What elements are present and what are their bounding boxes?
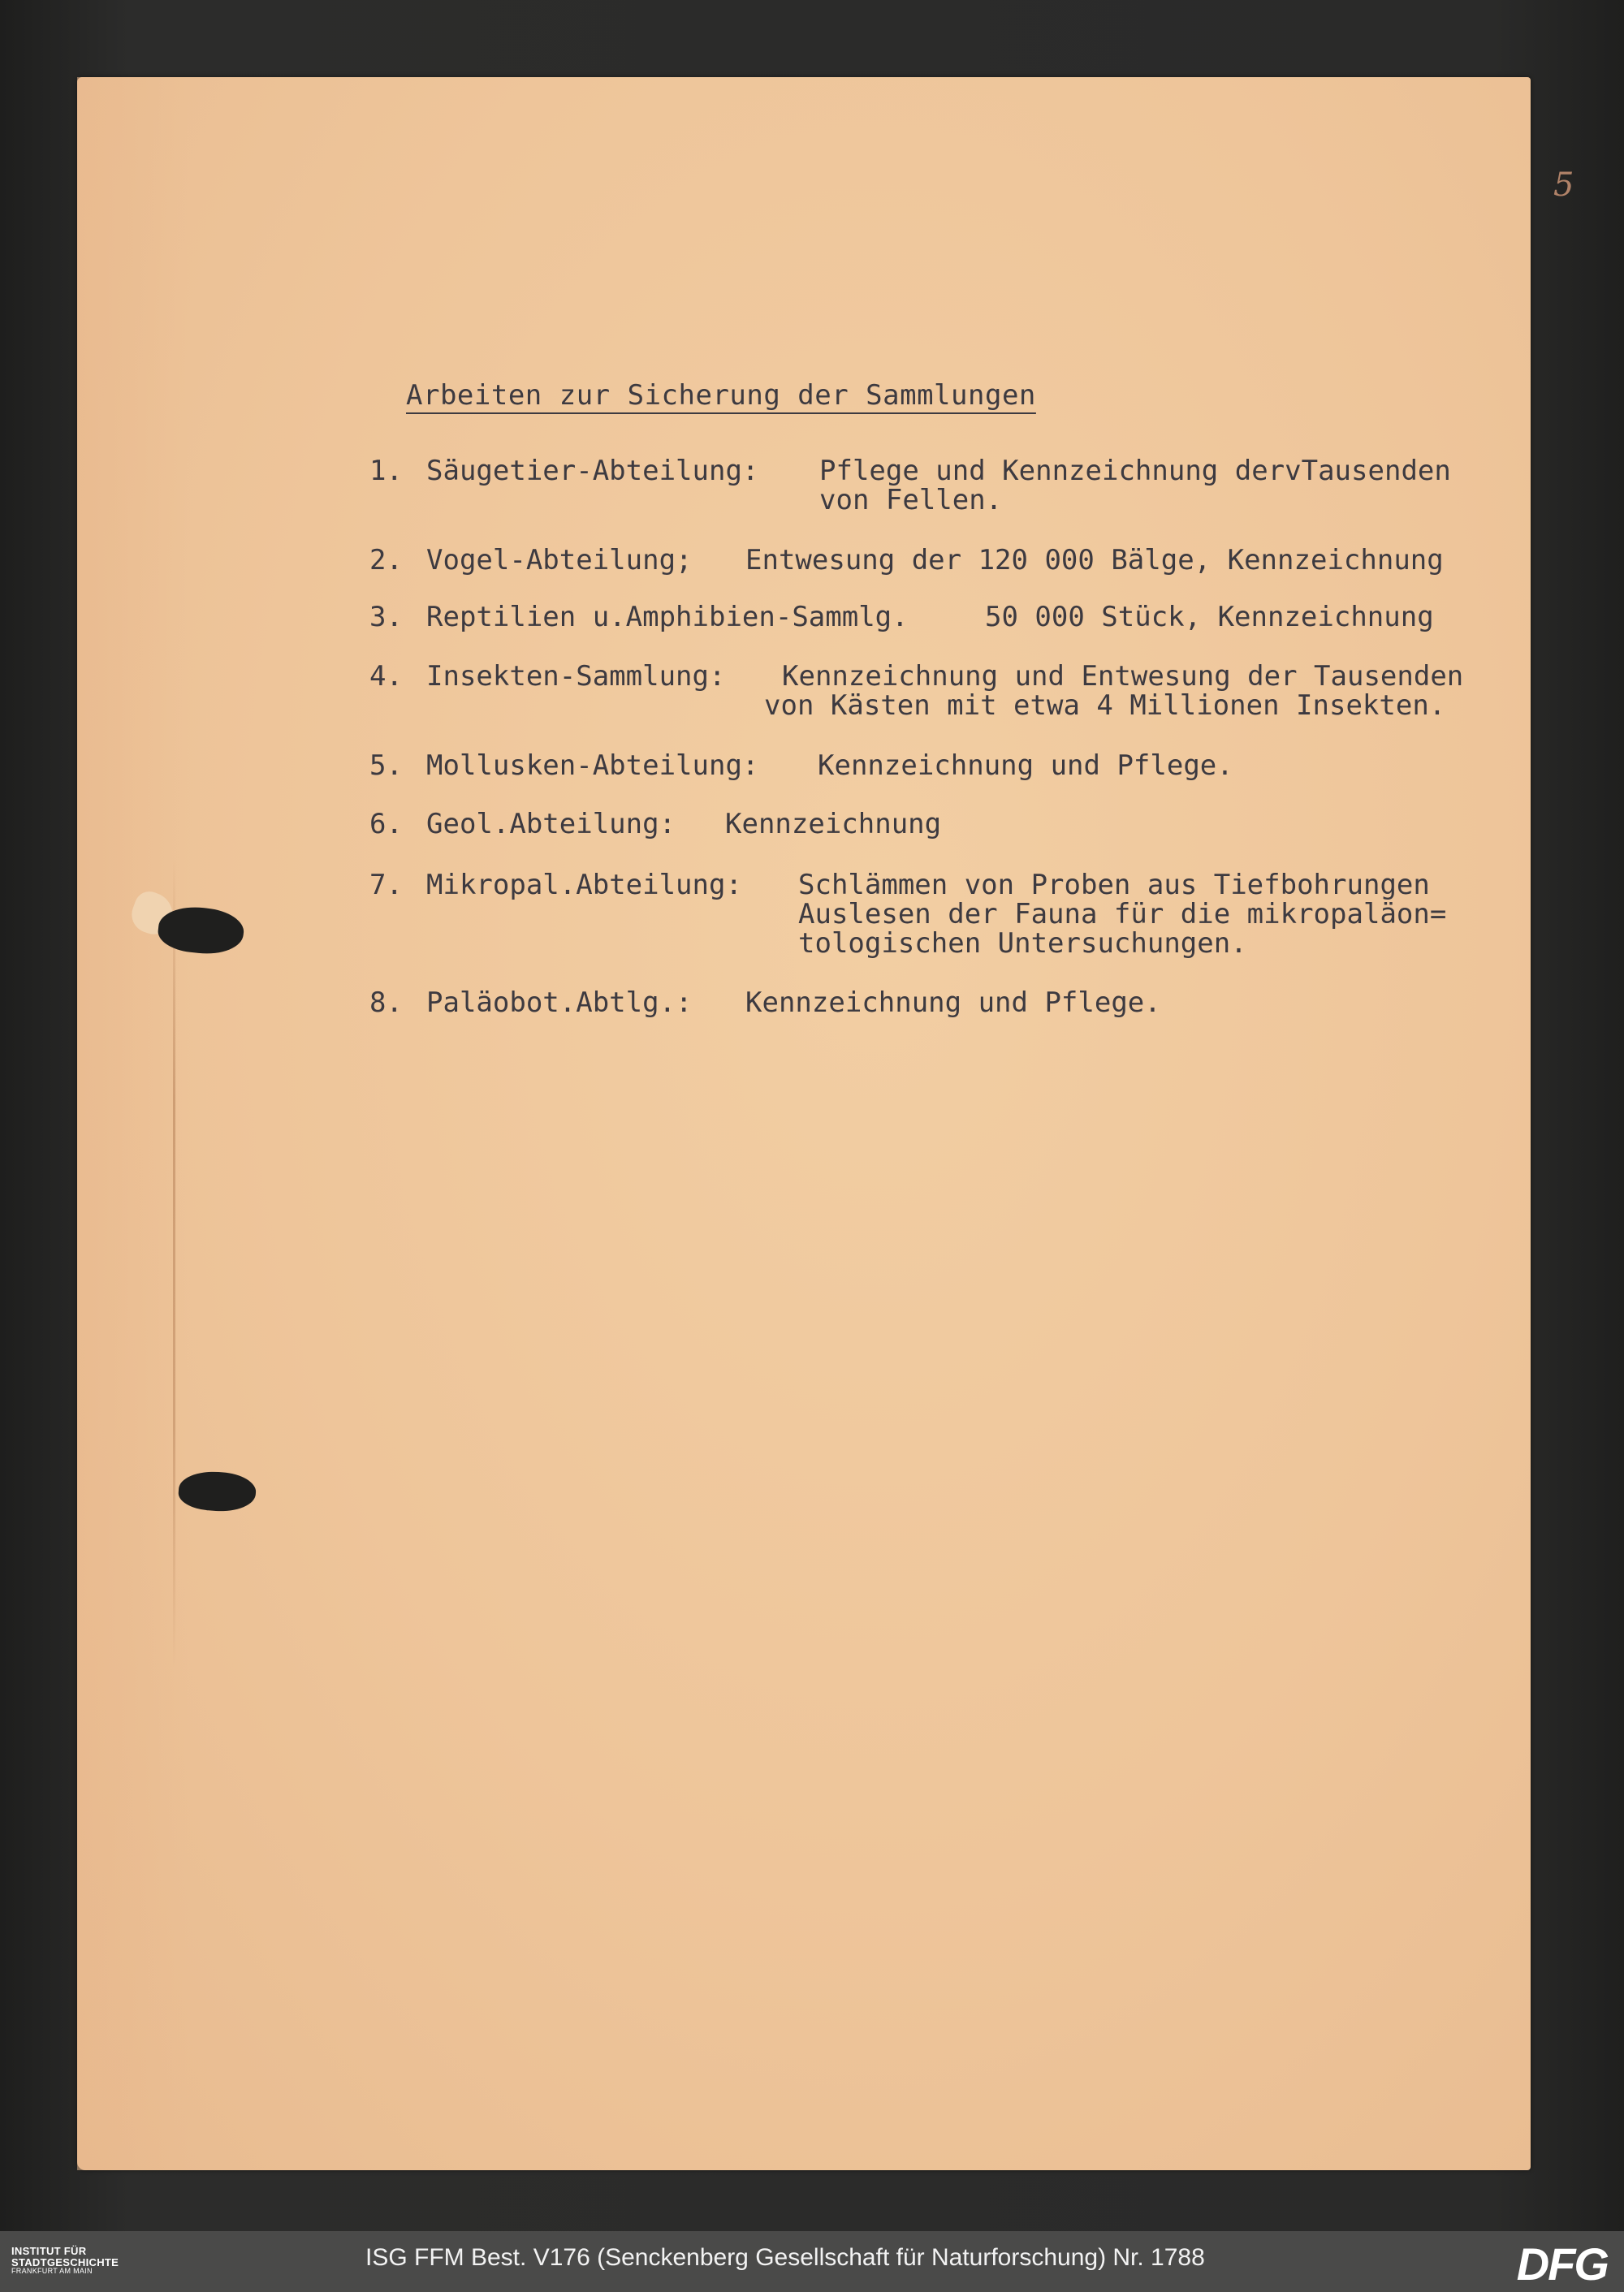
item-label: Reptilien u.Amphibien-Sammlg. bbox=[426, 601, 909, 633]
institute-logo bbox=[11, 2246, 141, 2276]
item-label: Insekten-Sammlung: bbox=[426, 660, 726, 693]
item-label: Säugetier-Abteilung: bbox=[426, 455, 759, 487]
item-label: Mollusken-Abteilung: bbox=[426, 749, 759, 782]
document-title: Arbeiten zur Sicherung der Sammlungen bbox=[406, 379, 1036, 412]
punch-hole-top bbox=[156, 904, 245, 958]
item-number: 6. bbox=[369, 808, 403, 840]
institute-name-line2: STADTGESCHICHTE bbox=[11, 2255, 119, 2268]
item-text: tologischen Untersuchungen. bbox=[798, 927, 1247, 960]
item-label: Geol.Abteilung: bbox=[426, 808, 676, 840]
item-number: 2. bbox=[369, 544, 403, 576]
item-text: Kennzeichnung und Entwesung der Tausenden bbox=[782, 660, 1464, 693]
item-text: Auslesen der Fauna für die mikropaläon= bbox=[798, 898, 1447, 930]
item-number: 4. bbox=[369, 660, 403, 693]
item-text: Kennzeichnung und Pflege. bbox=[745, 986, 1161, 1019]
item-text: Kennzeichnung und Pflege. bbox=[818, 749, 1233, 782]
item-label: Paläobot.Abtlg.: bbox=[426, 986, 693, 1019]
handwritten-page-number: 5 bbox=[1553, 166, 1574, 204]
archive-caption: ISG FFM Best. V176 (Senckenberg Gesellschaft für Naturforschung) Nr. 1788 bbox=[365, 2244, 1205, 2271]
item-text: Pflege und Kennzeichnung dervTausenden bbox=[819, 455, 1451, 487]
item-text: 50 000 Stück, Kennzeichnung bbox=[985, 601, 1434, 633]
item-text: Kennzeichnung bbox=[725, 808, 942, 840]
item-text: Entwesung der 120 000 Bälge, Kennzeichnung bbox=[745, 544, 1444, 576]
item-number: 1. bbox=[369, 455, 403, 487]
dfg-logo: DFG bbox=[1516, 2238, 1608, 2290]
item-text: Schlämmen von Proben aus Tiefbohrungen bbox=[798, 869, 1430, 901]
punch-hole-bottom bbox=[177, 1470, 257, 1514]
archive-footer bbox=[0, 2231, 1624, 2292]
item-text: von Fellen. bbox=[819, 484, 1003, 516]
item-number: 5. bbox=[369, 749, 403, 782]
item-text: von Kästen mit etwa 4 Millionen Insekten. bbox=[764, 689, 1446, 722]
item-label: Vogel-Abteilung; bbox=[426, 544, 693, 576]
institute-name-line1: INSTITUT FÜR bbox=[11, 2245, 87, 2257]
item-number: 3. bbox=[369, 601, 403, 633]
institute-location: FRANKFURT AM MAIN bbox=[11, 2267, 93, 2276]
document-sheet bbox=[77, 77, 1574, 2170]
item-number: 8. bbox=[369, 986, 403, 1019]
binding-fold bbox=[173, 857, 175, 1668]
item-number: 7. bbox=[369, 869, 403, 901]
item-label: Mikropal.Abteilung: bbox=[426, 869, 742, 901]
